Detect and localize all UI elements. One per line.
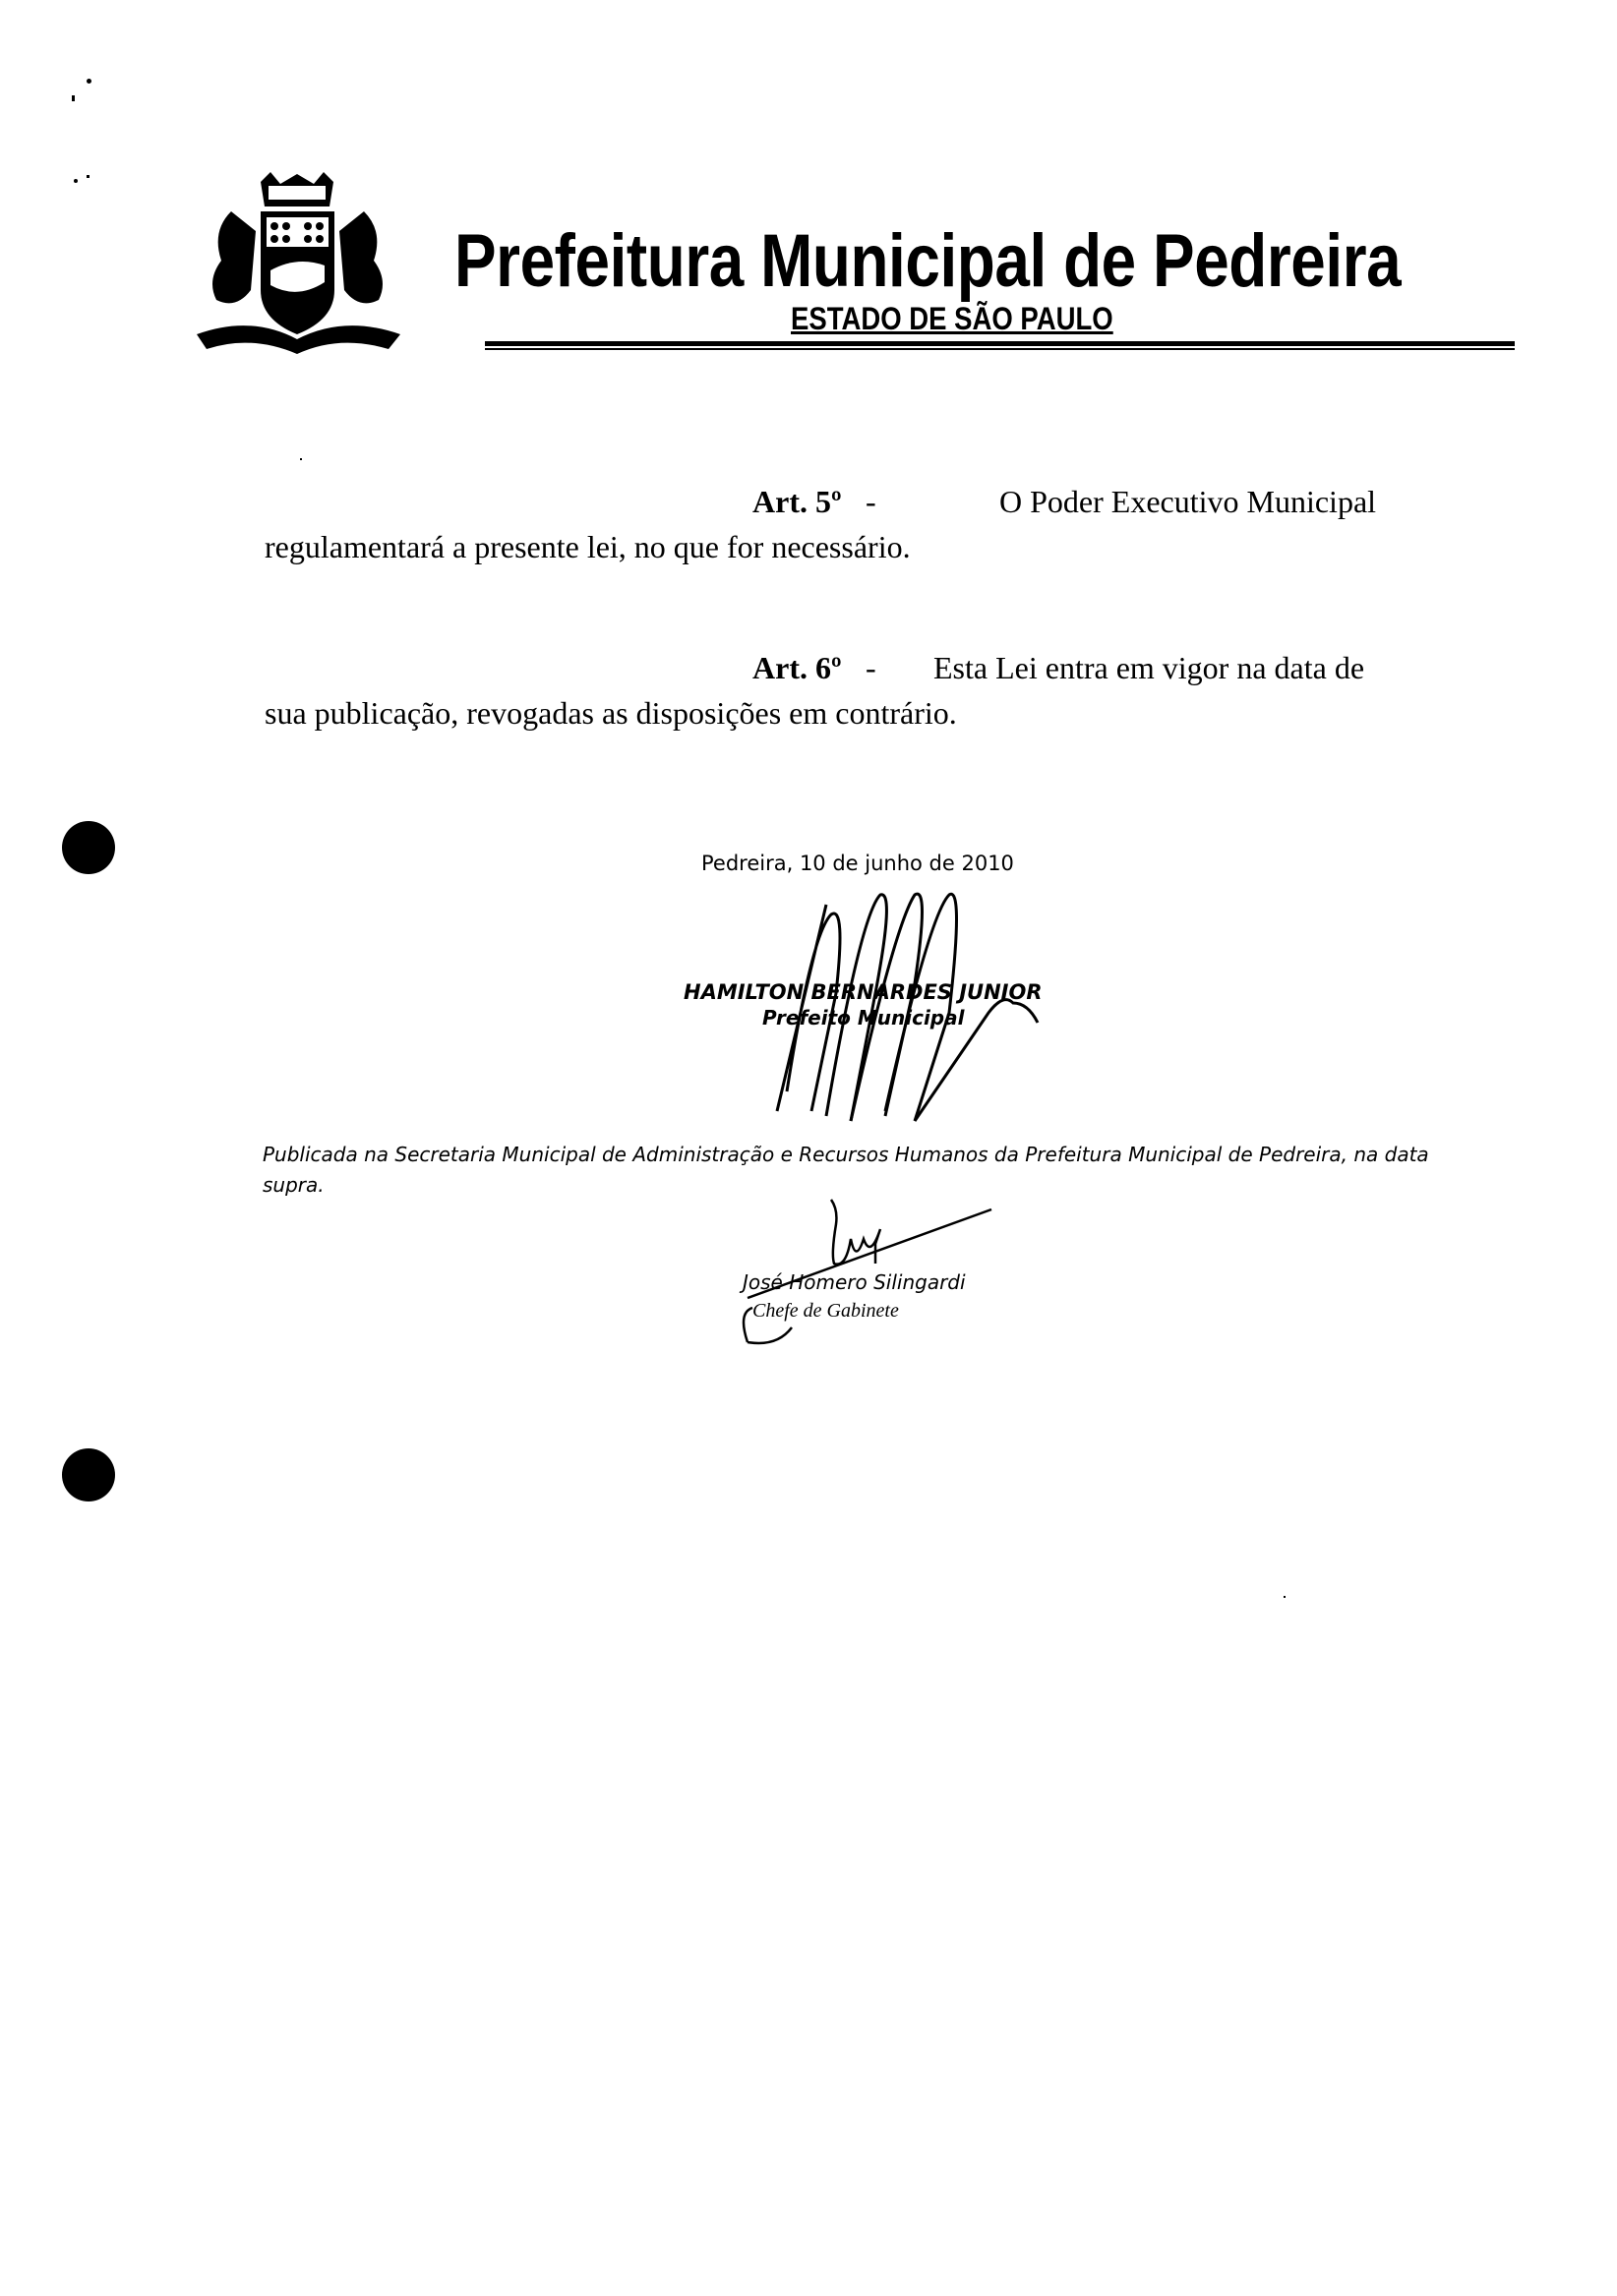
header-rule <box>485 341 1515 346</box>
article-5-text-line2: regulamentará a presente lei, no que for necessário. <box>265 529 911 564</box>
mayor-role: Prefeito Municipal <box>762 1006 965 1030</box>
scan-mark <box>74 179 78 183</box>
chief-name: José Homero Silingardi <box>743 1270 966 1294</box>
header-rule-thin <box>485 348 1515 350</box>
binder-hole <box>62 821 115 874</box>
scan-mark <box>87 175 90 178</box>
article-5-dash: - <box>866 484 876 519</box>
publication-note-line2: supra. <box>263 1173 325 1197</box>
scan-mark <box>72 95 75 101</box>
mayor-signature <box>767 875 1043 1131</box>
article-6-text-line2: sua publicação, revogadas as disposições em contrário. <box>265 695 957 731</box>
article-5-text-line1: O Poder Executivo Municipal <box>999 484 1377 519</box>
chief-role: Chefe de Gabinete <box>752 1300 899 1322</box>
binder-hole <box>62 1448 115 1501</box>
coat-of-arms-icon <box>192 172 403 354</box>
article-6-text-line1: Esta Lei entra em vigor na data de <box>933 650 1365 685</box>
scan-mark <box>300 458 302 460</box>
page-title: Prefeitura Municipal de Pedreira <box>454 219 1402 303</box>
scan-mark <box>1284 1596 1286 1598</box>
page-subtitle: ESTADO DE SÃO PAULO <box>791 301 1113 336</box>
publication-note-line1: Publicada na Secretaria Municipal de Administração e Recursos Humanos da Prefeitura Municipal de Pedreira, na data <box>263 1143 1429 1166</box>
article-6-label: Art. 6º <box>752 650 842 685</box>
mayor-name: HAMILTON BERNARDES JUNIOR <box>684 980 1043 1004</box>
article-5-label: Art. 5º <box>752 484 842 519</box>
article-6-dash: - <box>866 650 876 685</box>
scan-mark <box>87 79 91 84</box>
date-line: Pedreira, 10 de junho de 2010 <box>701 852 1014 875</box>
